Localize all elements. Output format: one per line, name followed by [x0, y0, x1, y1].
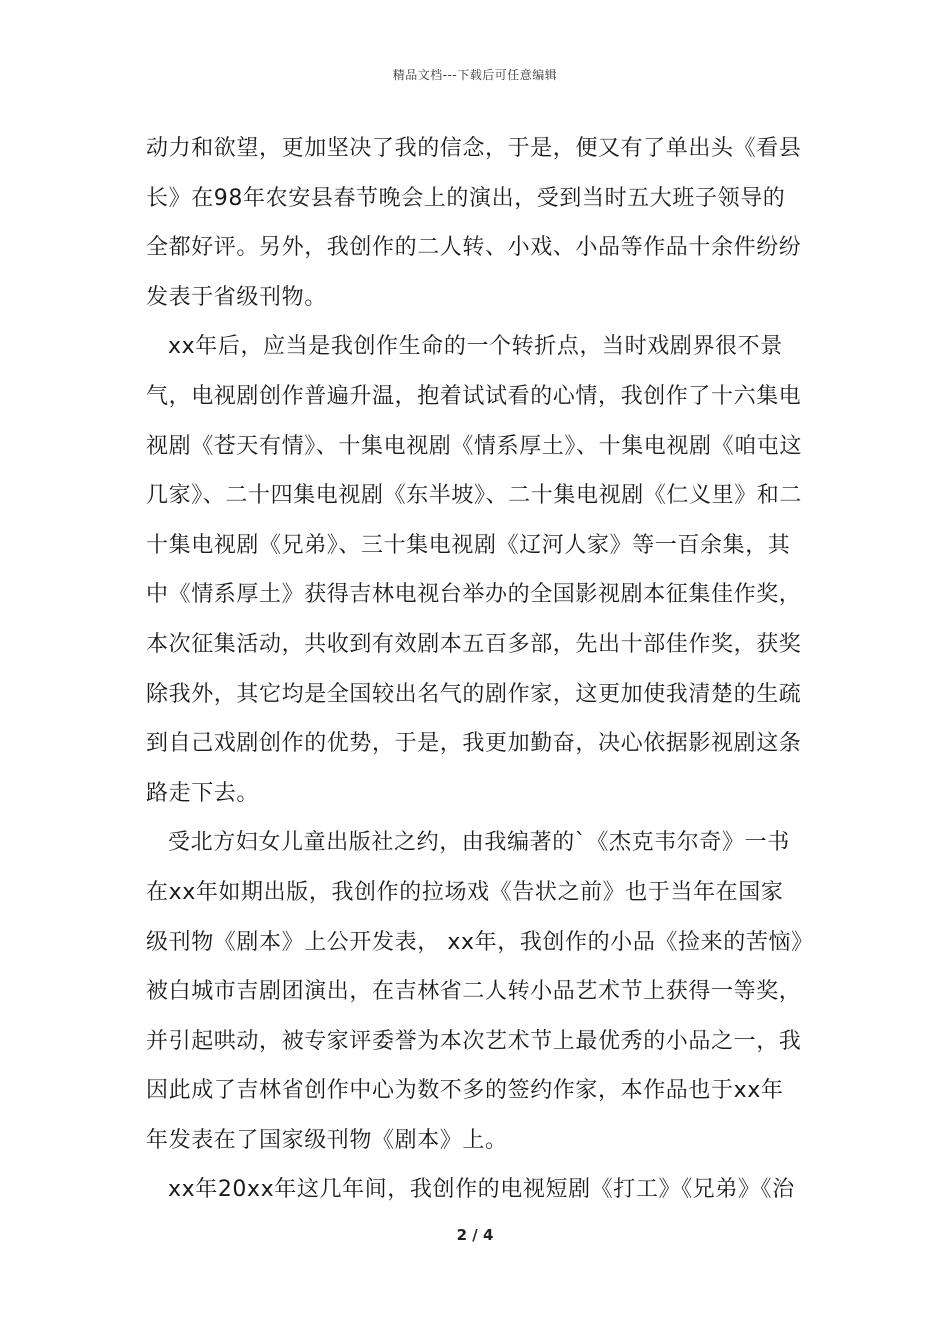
document-body: [146, 124, 806, 1215]
paragraph-4: xx年20xx年这几年间，我创作的电视短剧《打工》《兄弟》《治: [168, 1177, 795, 1203]
page-header: 精品文档---下载后可任意编辑: [392, 68, 558, 82]
paragraph-3: 受北方妇女儿童出版社之约，由我编著的`《杰克韦尔奇》一书在xx年如期出版，我创作的拉场戏《告状之前》也于当年在国家级刊物《剧本》上公开发表， xx年，我创作的小品《捡来的苦恼》被白城市吉剧团演出，在吉林省二人转小品艺术节上获得一等奖，并引起哄动，被专家评委誉为本次艺术节上最优秀的小品之一，我因此成了吉林省创作中心为数不多的签约作家，本作品也于xx年年发表在了国家级刊物《剧本》上。: [146, 830, 803, 1153]
paragraph-2: xx年后，应当是我创作生命的一个转折点，当时戏剧界很不景气，电视剧创作普遍升温，抱着试试看的心情，我创作了十六集电视剧《苍天有情》、十集电视剧《情系厚土》、十集电视剧《咱屯这几家》、二十四集电视剧《东半坡》、二十集电视剧《仁义里》和二十集电视剧《兄弟》、三十集电视剧《辽河人家》等一百余集，其中《情系厚土》获得吉林电视台举办的全国影视剧本征集佳作奖，本次征集活动，共收到有效剧本五百多部，先出十部佳作奖，获奖除我外，其它均是全国较出名气的剧作家，这更加使我清楚的生疏到自己戏剧创作的优势，于是，我更加勤奋，决心依据影视剧这条路走下去。: [146, 334, 803, 806]
paragraph-1: 动力和欲望，更加坚决了我的信念，于是，便又有了单出头《看县长》在98年农安县春节晚会上的演出，受到当时五大班子领导的全都好评。另外，我创作的二人转、小戏、小品等作品十余件纷纷发表于省级刊物。: [146, 136, 802, 310]
page-number: 2 / 4: [456, 1226, 494, 1244]
